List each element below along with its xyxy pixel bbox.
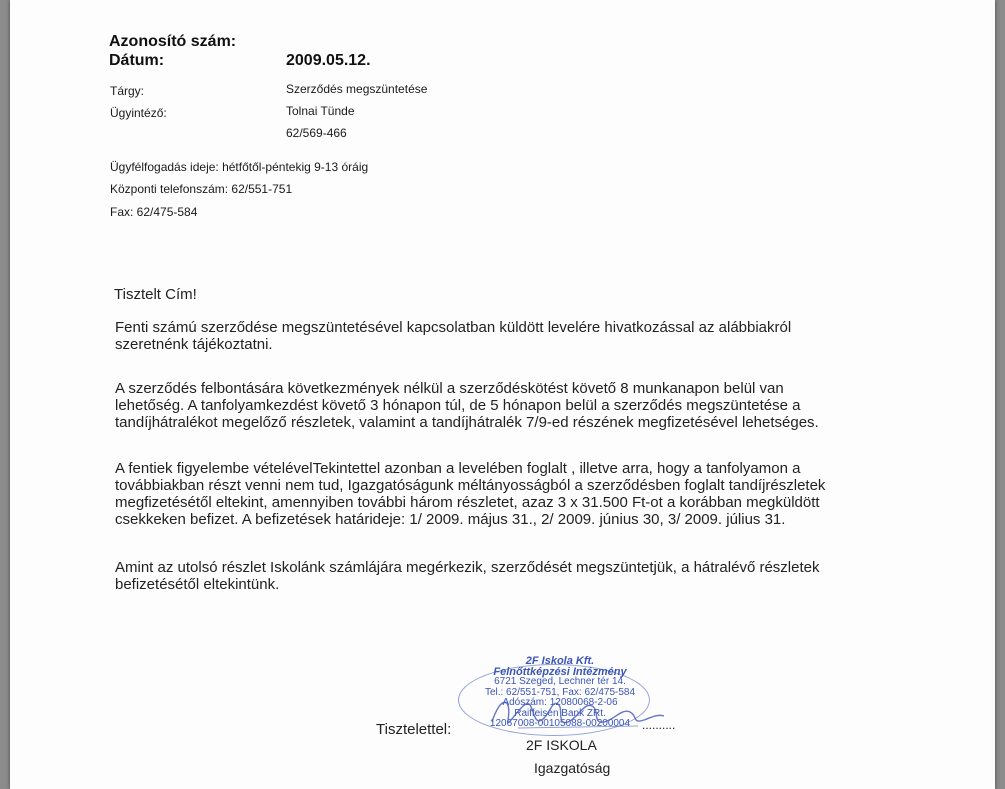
closing-regards: Tisztelettel:	[376, 721, 452, 738]
paragraph-line: továbbiakban részt venni nem tud, Igazgatóságunk méltányosságból a szerződésben foglalt tandíjrészletek	[115, 477, 826, 494]
handwritten-signature	[488, 690, 668, 735]
salutation: Tisztelt Cím!	[114, 286, 197, 303]
paragraph-line: csekkeken befizet. A befizetések határideje: 1/ 2009. május 31., 2/ 2009. június 30, 3/ 2009. július 31.	[115, 511, 786, 528]
clerk-name: Tolnai Tünde	[286, 104, 355, 118]
org-department: Igazgatóság	[534, 760, 611, 776]
paragraph-line: tandíjhátralékot megelőző részletek, valamint a tandíjhátralék 7/9-ed részének megfizetésével lehetséges.	[115, 414, 819, 431]
paragraph-line: szeretnénk tájékoztatni.	[115, 336, 273, 353]
paragraph-4	[115, 559, 915, 593]
paragraph-line: Fenti számú szerződése megszüntetésével kapcsolatban küldött levelére hivatkozással az alábbiakról	[115, 319, 792, 336]
stamp-tax-number: Adószám: 12080068-2-06	[502, 697, 618, 708]
subject-label: Tárgy:	[110, 84, 145, 98]
stamp-address: 6721 Szeged, Lechner tér 14.	[494, 676, 626, 687]
org-name: 2F ISKOLA	[526, 737, 597, 753]
paragraph-line: lehetőség. A tanfolyamkezdést követő 3 hónapon túl, de 5 hónapon belül a szerződés megszüntetése a	[115, 397, 801, 414]
stamp-bank: Raiffeisen Bank ZRt.	[514, 707, 606, 719]
paragraph-line: A fentiek figyelembe vételévelTekintettel azonban a levelében foglalt , illetve arra, hogy a tanfolyamon a	[115, 460, 801, 477]
central-phone: Központi telefonszám: 62/551-751	[110, 182, 293, 196]
letter-page	[10, 0, 995, 789]
clerk-label: Ügyintéző:	[110, 106, 167, 120]
paragraph-line: Amint az utolsó részlet Iskolánk számlájára megérkezik, szerződését megszüntetjük, a hátralévő részletek	[115, 559, 820, 576]
stamp-account-number: 12067008-00105088-00200004	[489, 718, 631, 729]
paragraph-line: A szerződés felbontására következmények nélkül a szerződéskötést követő 8 munkanapon belül van	[115, 380, 784, 397]
date-value: 2009.05.12.	[286, 52, 371, 69]
signature-dots: ..........	[642, 718, 676, 732]
date-label: Dátum:	[109, 52, 165, 69]
stamp-company-name: 2F Iskola Kft.	[525, 655, 595, 667]
clerk-phone: 62/569-466	[286, 126, 347, 140]
stamp-phone-fax: Tel.: 62/551-751, Fax: 62/475-584	[484, 686, 636, 698]
stamp-institution: Felnőttképzési Intézmény	[493, 665, 627, 678]
paragraph-1	[115, 319, 915, 353]
subject-value: Szerződés megszüntetése	[286, 82, 428, 96]
id-label: Azonosító szám:	[109, 33, 237, 50]
paragraph-3	[115, 460, 915, 528]
paragraph-line: megfizetésétől eltekint, amennyiben további három részletet, azaz 3 x 31.500 Ft-ot a korábban megküldött	[115, 494, 820, 511]
fax-number: Fax: 62/475-584	[110, 205, 198, 219]
paragraph-line: befizetésétől eltekintünk.	[115, 576, 280, 593]
office-hours: Ügyfélfogadás ideje: hétfőtől-péntekig 9-13 óráig	[110, 160, 369, 174]
paragraph-2	[115, 380, 915, 431]
